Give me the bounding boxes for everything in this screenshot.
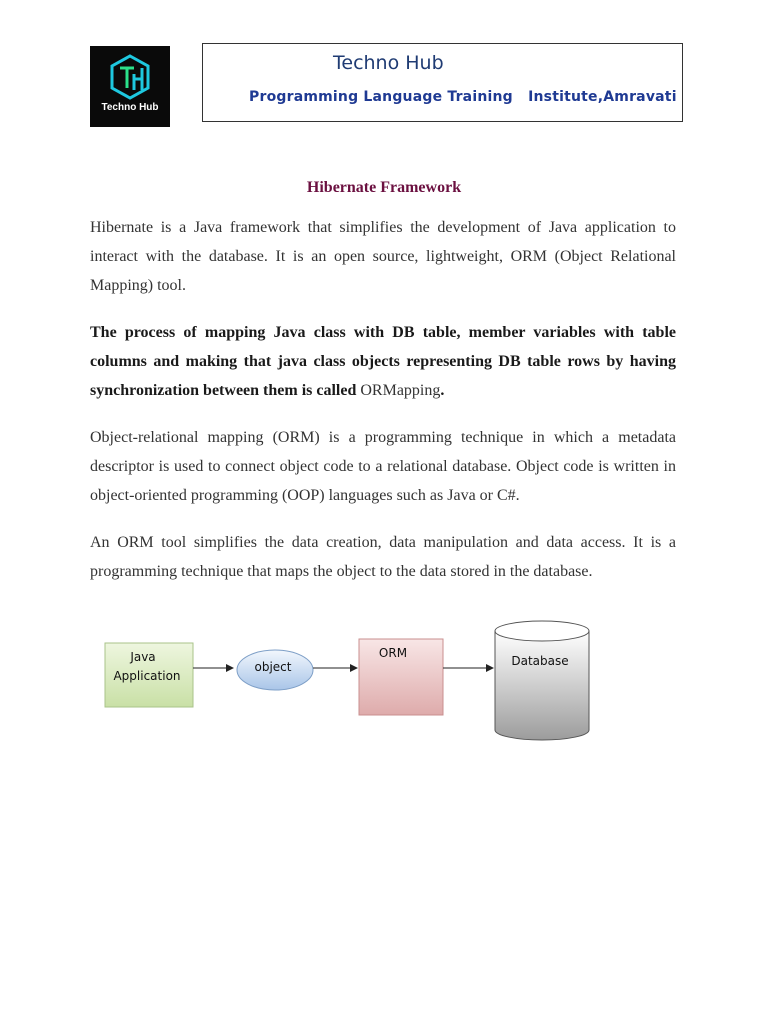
- orm-label: ORM: [378, 646, 408, 660]
- paragraph-orm-tool: An ORM tool simplifies the data creation, data manipulation and data access. It is a programming technique that maps the object to the data stored in the database.: [90, 534, 676, 580]
- ormapping-term: ORMapping: [360, 382, 441, 399]
- brand-title: Techno Hub: [333, 52, 444, 74]
- orm-diagram: [95, 615, 605, 750]
- ormapping-period: .: [440, 382, 445, 399]
- brand-subtitle: Programming Language Training Institute,Amravati: [249, 89, 677, 105]
- orm-box: [359, 639, 443, 715]
- java-app-label-line1: Java: [130, 650, 156, 664]
- logo-text: Techno Hub: [101, 102, 159, 113]
- java-app-label-line2: Application: [113, 669, 181, 683]
- page-title: Hibernate Framework: [306, 179, 462, 196]
- header-banner: [202, 43, 683, 122]
- paragraph-ormapping: [90, 318, 676, 405]
- object-label: object: [254, 660, 292, 674]
- java-application-box: [105, 643, 193, 707]
- database-cylinder: [495, 621, 589, 740]
- database-label: Database: [511, 654, 569, 668]
- ormapping-bold-text: The process of mapping Java class with DB table, member variables with table columns and making that java class objects representing DB table rows by having synchronization between them is called: [90, 324, 676, 399]
- techno-hub-logo: [90, 46, 170, 127]
- paragraph-intro: Hibernate is a Java framework that simplifies the development of Java application to interact with the database. It is an open source, lightweight, ORM (Object Relational Mapping) tool.: [90, 219, 676, 294]
- logo-mark-icon: [90, 46, 170, 106]
- paragraph-orm-definition: Object-relational mapping (ORM) is a programming technique in which a metadata descriptor is used to connect object code to a relational database. Object code is written in object-oriented programming (OOP) languages such as Java or C#.: [90, 429, 676, 504]
- object-ellipse: [237, 650, 313, 690]
